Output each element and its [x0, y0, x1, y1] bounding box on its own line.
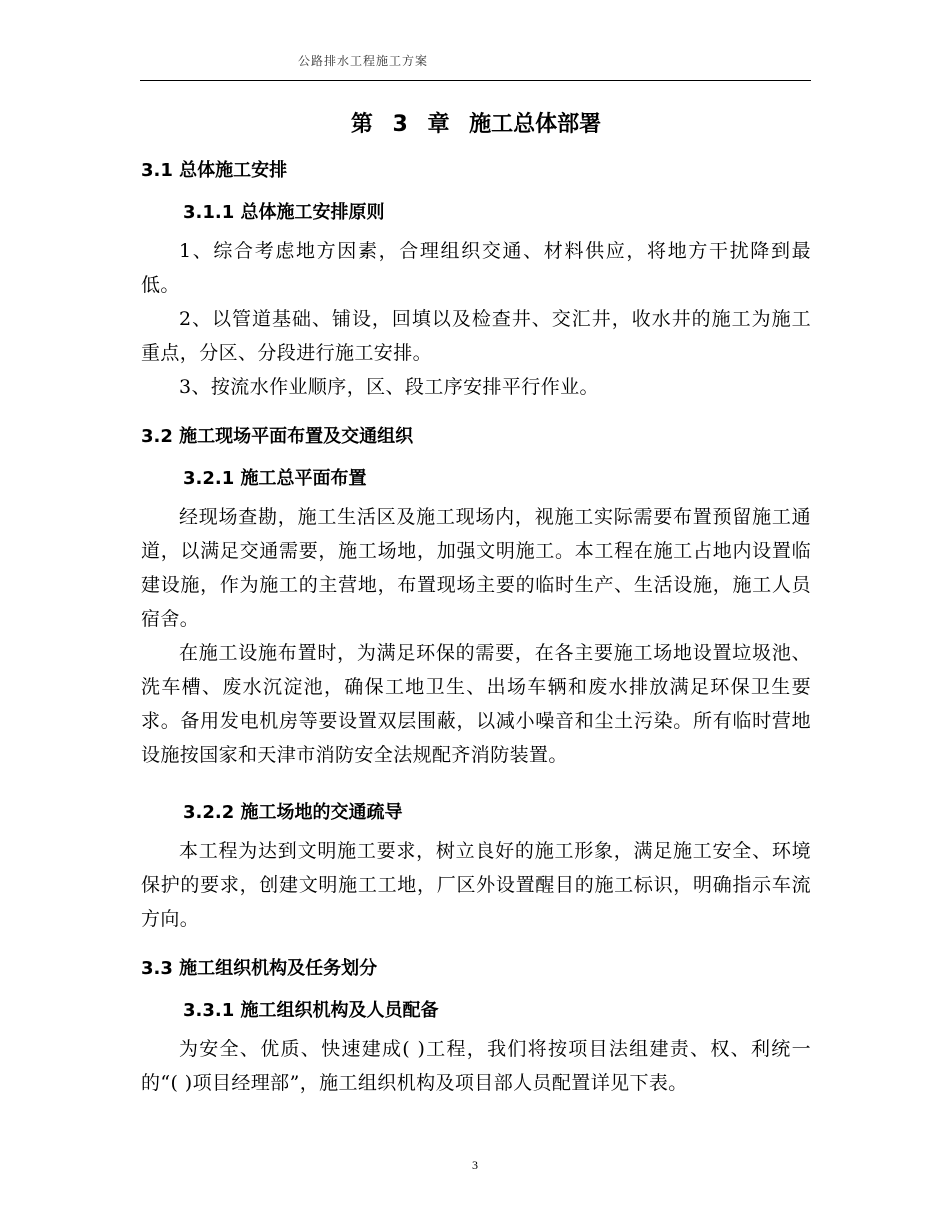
paragraph: 1、综合考虑地方因素，合理组织交通、材料供应，将地方干扰降到最低。 [141, 240, 811, 296]
section-heading-3-2: 3.2 施工现场平面布置及交通组织 [141, 426, 414, 447]
paragraph: 经现场查勘，施工生活区及施工现场内，视施工实际需要布置预留施工通道，以满足交通需要，施工场地，加强文明施工。本工程在施工占地内设置临建设施，作为施工的主营地，布置现场主要的临时生产、生活设施，施工人员宿舍。 [141, 506, 811, 630]
page-body [141, 100, 811, 1100]
running-header: 公路排水工程施工方案 [298, 54, 429, 68]
section-heading-3-1: 3.1 总体施工安排 [141, 160, 288, 181]
paragraph: 2、以管道基础、铺设，回填以及检查井、交汇井，收水井的施工为施工重点，分区、分段进行施工安排。 [141, 308, 811, 364]
paragraph: 本工程为达到文明施工要求，树立良好的施工形象，满足施工安全、环境保护的要求，创建文明施工工地，厂区外设置醒目的施工标识，明确指示车流方向。 [141, 840, 811, 930]
subsection-heading-3-2-2: 3.2.2 施工场地的交通疏导 [183, 802, 403, 823]
paragraph: 3、按流水作业顺序，区、段工序安排平行作业。 [179, 376, 599, 398]
header-rule [140, 80, 811, 81]
chapter-title: 第 3 章 施工总体部署 [350, 112, 602, 137]
section-heading-3-3: 3.3 施工组织机构及任务划分 [141, 958, 378, 979]
paragraph: 在施工设施布置时，为满足环保的需要，在各主要施工场地设置垃圾池、洗车槽、废水沉淀池，确保工地卫生、出场车辆和废水排放满足环保卫生要求。备用发电机房等要设置双层围蔽，以减小噪音和尘土污染。所有临时营地设施按国家和天津市消防安全法规配齐消防装置。 [141, 642, 811, 766]
subsection-heading-3-2-1: 3.2.1 施工总平面布置 [183, 468, 367, 489]
page-number: 3 [472, 1158, 478, 1172]
paragraph: 为安全、优质、快速建成( )工程，我们将按项目法组建责、权、利统一的“( )项目经理部”，施工组织机构及项目部人员配置详见下表。 [141, 1038, 811, 1094]
subsection-heading-3-1-1: 3.1.1 总体施工安排原则 [183, 202, 385, 223]
subsection-heading-3-3-1: 3.3.1 施工组织机构及人员配备 [183, 1000, 439, 1021]
